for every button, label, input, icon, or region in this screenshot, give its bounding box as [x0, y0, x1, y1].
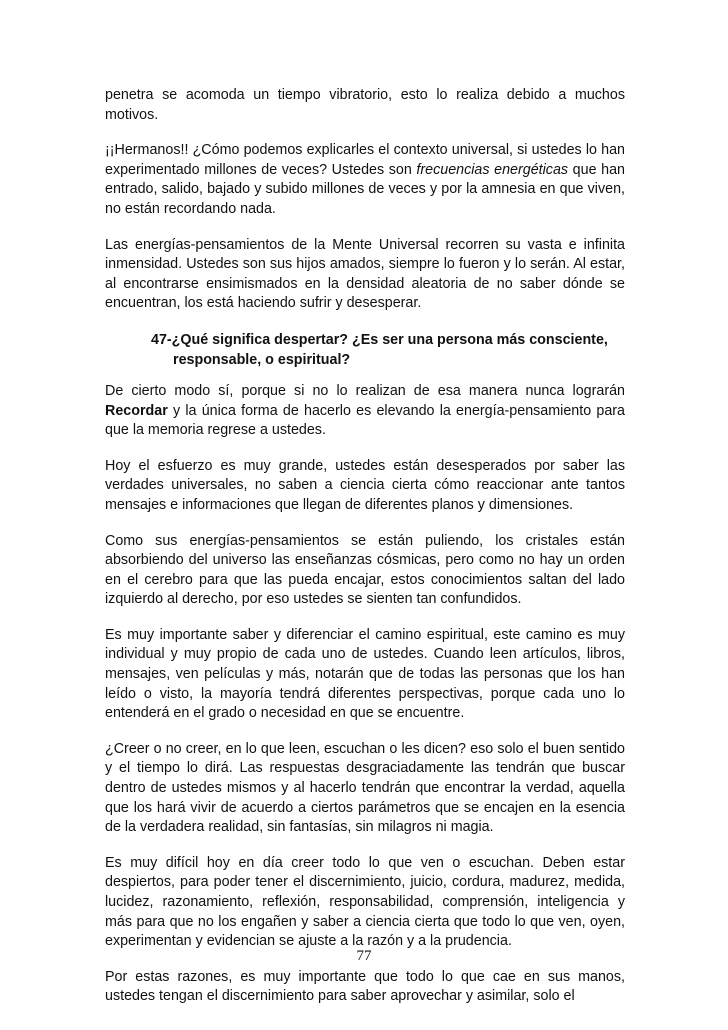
paragraph-4-text-start: De cierto modo sí, porque si no lo realizan de esa manera nunca lograrán — [105, 382, 625, 399]
paragraph-7-text: Es muy importante saber y diferenciar el camino espiritual, este camino es muy individual y muy propio de cada uno de ustedes. Cuando leen artículos, libros, mensajes, ven películas y más, notarán que de todas las personas que los han leído o visto, la mayoría tendrá diferentes perspectivas, porque cada uno lo entenderá en el grado o necesidad en que se encuentre. — [105, 626, 625, 722]
paragraph-2-text-end: que han entrado, salido, bajado y subido millones de veces y por la amnesia en que viven, no están recordando nada. — [105, 161, 625, 217]
paragraph-10-text: Por estas razones, es muy importante que todo lo que cae en sus manos, ustedes tengan el discernimiento para saber aprovechar y asimilar, solo el — [105, 968, 625, 1005]
paragraph-4-text-end: y la única forma de hacerlo es elevando la energía-pensamiento para que la memoria regrese a ustedes. — [105, 402, 625, 439]
paragraph-4-bold-word: Recordar — [105, 402, 168, 419]
paragraph-9-text: Es muy difícil hoy en día creer todo lo que ven o escuchan. Deben estar despiertos, para poder tener el discernimiento, juicio, cordura, madurez, medida, lucidez, razonamiento, reflexión, responsabilidad, comprensión, inteligencia y más para que no los engañen y saber a ciencia cierta que todo lo que ven, oyen, experimentan y evidencian se ajuste a la razón y a la prudencia. — [105, 854, 625, 950]
paragraph-1-text: penetra se acomoda un tiempo vibratorio, esto lo realiza debido a muchos motivos. — [105, 87, 625, 123]
paragraph-8-text: ¿Creer o no creer, en lo que leen, escuchan o les dicen? eso solo el buen sentido y el tiempo lo dirá. Las respuestas desgraciadamente las tendrán que buscar dentro de ustedes mismos y al hacerlo tendrán que encontrar la verdad, aquella que los hará vivir de acuerdo a ciertos parámetros que se encajen en la esencia de la verdadera realidad, sin fantasías, sin milagros ni magia. — [105, 740, 625, 836]
question-heading-text: 47-¿Qué significa despertar? ¿Es ser una persona más consciente, responsable, o espiritual? — [151, 331, 608, 368]
paragraph-9 — [105, 854, 625, 952]
paragraph-6-text: Como sus energías-pensamientos se están puliendo, los cristales están absorbiendo del universo las enseñanzas cósmicas, pero como no hay un orden en el cerebro para que las pueda encajar, estos conocimientos saltan del lado izquierdo al derecho, por eso ustedes se sienten tan confundidos. — [105, 532, 625, 608]
paragraph-2-italic-phrase: frecuencias energéticas — [416, 161, 569, 178]
question-heading — [105, 330, 625, 370]
paragraph-3 — [105, 236, 625, 314]
paragraph-10 — [105, 968, 625, 1007]
paragraph-5 — [105, 457, 625, 516]
paragraph-2 — [105, 141, 625, 219]
page-number: 77 — [356, 948, 372, 964]
paragraph-3-text: Las energías-pensamientos de la Mente Universal recorren su vasta e infinita inmensidad. Ustedes son sus hijos amados, siempre lo fueron y lo serán. Al estar, al encontrarse ensimismados en la densidad aleatoria de no saber dónde se encuentran, los está haciendo sufrir y desesperar. — [105, 236, 625, 312]
paragraph-5-text: Hoy el esfuerzo es muy grande, ustedes están desesperados por saber las verdades universales, no saben a ciencia cierta cómo reaccionar ante tantos mensajes e informaciones que llegan de diferentes planos y dimensiones. — [105, 457, 625, 513]
paragraph-8 — [105, 740, 625, 838]
page-body — [105, 86, 625, 1023]
paragraph-6 — [105, 532, 625, 610]
paragraph-7 — [105, 626, 625, 724]
paragraph-2-text-start: ¡¡Hermanos!! ¿Cómo podemos explicarles el contexto universal, si ustedes lo han experimentado millones de veces? Ustedes son — [105, 142, 625, 178]
paragraph-1 — [105, 86, 625, 125]
paragraph-4 — [105, 382, 625, 441]
